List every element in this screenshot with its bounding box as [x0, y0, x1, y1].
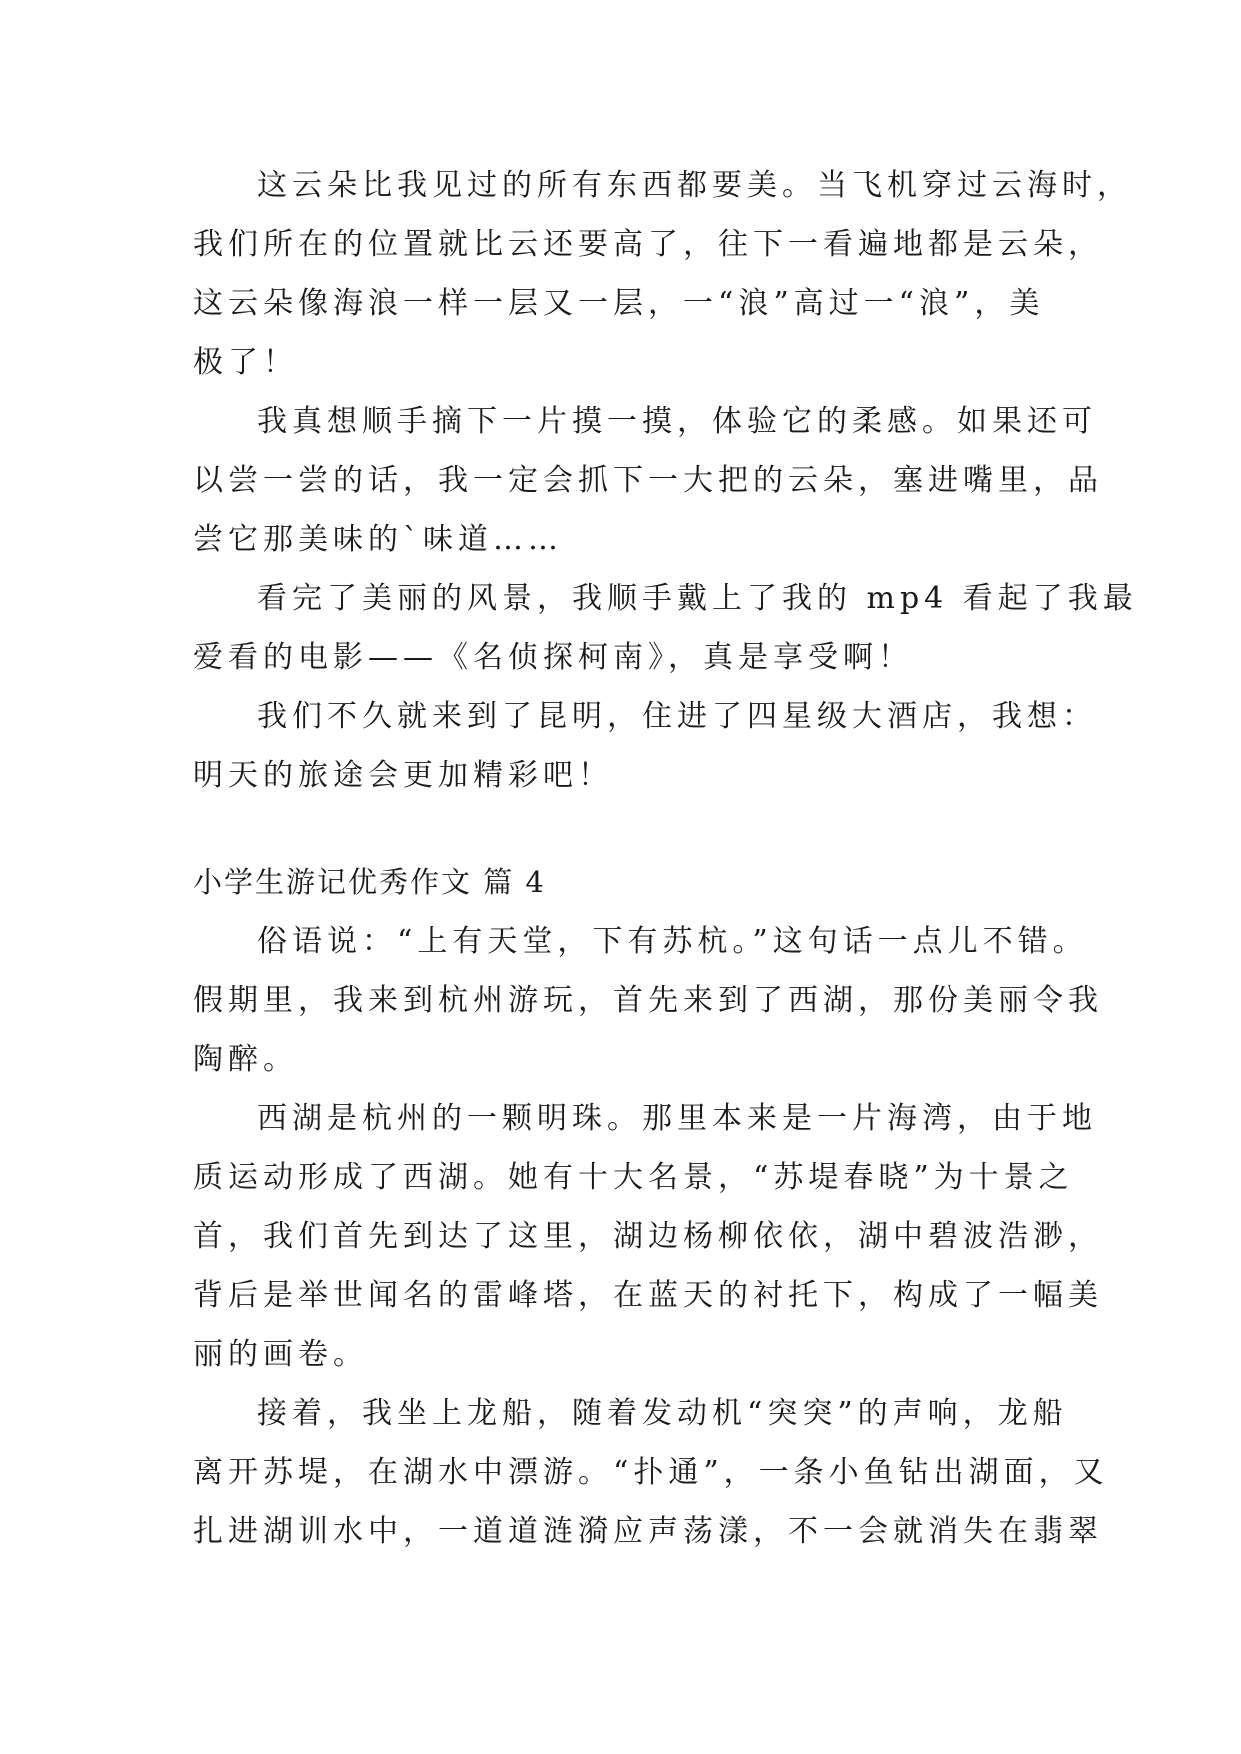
paragraph-line: 这云朵比我见过的所有东西都要美。当飞机穿过云海时， — [257, 168, 1132, 203]
paragraph-line: 首，我们首先到达了这里，湖边杨柳依依，湖中碧波浩渺， — [193, 1219, 1103, 1254]
paragraph-line: 质运动形成了西湖。她有十大名景，“苏堤春晓”为十景之 — [193, 1160, 1074, 1195]
paragraph-line: 假期里，我来到杭州游玩，首先来到了西湖，那份美丽令我 — [193, 983, 1103, 1018]
paragraph-line: 扎进湖训水中，一道道涟漪应声荡漾，不一会就消失在翡翠 — [193, 1514, 1103, 1549]
paragraph-line: 丽的画卷。 — [193, 1337, 368, 1372]
paragraph-line: 以尝一尝的话，我一定会抓下一大把的云朵，塞进嘴里，品 — [193, 463, 1103, 498]
paragraph-line: 接着，我坐上龙船，随着发动机“突突”的声响，龙船 — [257, 1396, 1068, 1431]
section-heading: 小学生游记优秀作文 篇 4 — [193, 865, 546, 899]
paragraph-line: 我们不久就来到了昆明，住进了四星级大酒店，我想： — [257, 699, 1097, 734]
paragraph-line: 我真想顺手摘下一片摸一摸，体验它的柔感。如果还可 — [257, 404, 1097, 439]
paragraph-line: 尝它那美味的`味道…… — [193, 522, 563, 557]
paragraph-line: 看完了美丽的风景，我顺手戴上了我的 mp4 看起了我最 — [257, 581, 1138, 616]
paragraph-line: 明天的旅途会更加精彩吧！ — [193, 758, 613, 793]
paragraph-line: 背后是举世闻名的雷峰塔，在蓝天的衬托下，构成了一幅美 — [193, 1278, 1103, 1313]
paragraph-line: 西湖是杭州的一颗明珠。那里本来是一片海湾，由于地 — [257, 1101, 1097, 1136]
paragraph-line: 离开苏堤，在湖水中漂游。“扑通”，一条小鱼钻出湖面，又 — [193, 1455, 1109, 1490]
paragraph-line: 爱看的电影——《名侦探柯南》，真是享受啊！ — [193, 640, 913, 675]
paragraph-line: 极了！ — [193, 345, 298, 380]
paragraph-line: 陶醉。 — [193, 1042, 298, 1077]
paragraph-line: 我们所在的位置就比云还要高了，往下一看遍地都是云朵， — [193, 227, 1103, 262]
paragraph-line: 这云朵像海浪一样一层又一层，一“浪”高过一“浪”，美 — [193, 286, 1045, 321]
paragraph-line: 俗语说：“上有天堂，下有苏杭。”这句话一点儿不错。 — [257, 924, 1088, 959]
